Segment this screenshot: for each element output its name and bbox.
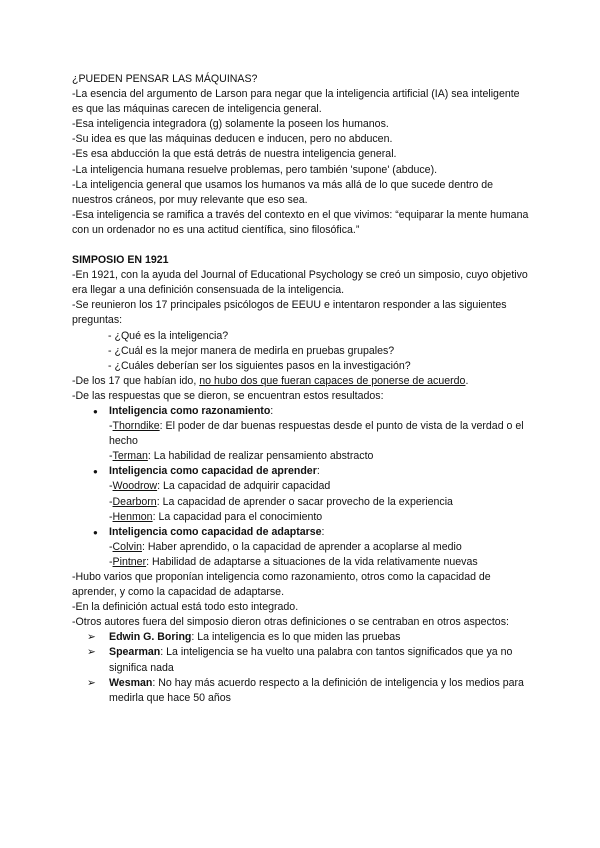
paragraph-line: -Es esa abducción la que está detrás de nuestra inteligencia general.	[72, 148, 397, 161]
bullet-heading-colon: :	[270, 404, 274, 417]
arrow-bullet-icon: ➢	[87, 676, 96, 689]
definition-text: : Habilidad de adaptarse a situaciones de la vida relativamente nuevas	[146, 555, 478, 568]
author-name: Thorndike	[112, 420, 160, 433]
definition-text: : No hay más acuerdo respecto a la definición de inteligencia y los medios para medirla que hace 50 años	[109, 676, 524, 704]
arrow-bullet-icon: ➢	[87, 631, 96, 644]
definition-item: -Woodrow: La capacidad de adquirir capacidad	[109, 480, 331, 493]
bullet-heading	[72, 404, 530, 419]
bullet-heading	[72, 525, 530, 540]
bullet-heading-text: Inteligencia como capacidad de adaptarse	[109, 525, 322, 538]
definition-text: : El poder de dar buenas respuestas desde el punto de vista de la verdad o el hecho	[109, 420, 524, 448]
author-name: Dearborn	[112, 495, 157, 508]
definition-text: : La inteligencia se ha vuelto una palabra con tantos significados que ya no significa nada	[109, 646, 513, 674]
bullet-heading-text: Inteligencia como capacidad de aprender	[109, 465, 317, 478]
definition-item: -Colvin: Haber aprendido, o la capacidad de aprender a acoplarse al medio	[109, 540, 462, 553]
definition-text: : La habilidad de realizar pensamiento abstracto	[147, 450, 374, 463]
paragraph-line: -Esa inteligencia integradora (g) solamente la poseen los humanos.	[72, 118, 389, 131]
definition-item: -Henmon: La capacidad para el conocimiento	[109, 510, 323, 523]
definition-item: -Pintner: Habilidad de adaptarse a situaciones de la vida relativamente nuevas	[109, 555, 478, 568]
document-page	[72, 72, 530, 706]
spacer	[72, 238, 530, 253]
paragraph-line: -Otros autores fuera del simposio dieron otras definiciones o se centraban en otros aspectos:	[72, 616, 509, 629]
author-name: Pintner	[112, 555, 147, 568]
section-title-maquinas: ¿PUEDEN PENSAR LAS MÁQUINAS?	[72, 73, 258, 85]
paragraph-line: -Hubo varios que proponían inteligencia como razonamiento, otros como la capacidad de aprender, y como la capacidad de adaptarse.	[72, 571, 491, 599]
agreement-underlined: no hubo dos que fueran capaces de ponerse de acuerdo	[199, 374, 466, 387]
arrow-item	[72, 645, 530, 675]
definition-text: : Haber aprendido, o la capacidad de aprender a acoplarse al medio	[141, 540, 462, 553]
arrow-bullet-icon: ➢	[87, 646, 96, 659]
arrow-item	[72, 676, 530, 706]
question-item: - ¿Cuál es la mejor manera de medirla en pruebas grupales?	[108, 344, 395, 357]
definition-text: : La capacidad de adquirir capacidad	[157, 480, 331, 493]
definition-item: -Terman: La habilidad de realizar pensamiento abstracto	[109, 450, 374, 463]
agreement-suffix: .	[465, 374, 469, 387]
definition-text: : La capacidad para el conocimiento	[152, 510, 323, 523]
paragraph-line: -En 1921, con la ayuda del Journal of Educational Psychology se creó un simposio, cuyo objetivo era llegar a una definición consensuada de la inteligencia.	[72, 269, 528, 297]
paragraph-line: -La esencia del argumento de Larson para negar que la inteligencia artificial (IA) sea inteligente es que las máquinas carecen de inteligencia general.	[72, 88, 520, 116]
author-name: Terman	[112, 450, 148, 463]
author-name: Wesman	[109, 676, 153, 689]
author-name: Woodrow	[112, 480, 158, 493]
agreement-prefix: -De los 17 que habían ido,	[72, 374, 200, 387]
paragraph-line: -De las respuestas que se dieron, se encuentran estos resultados:	[72, 389, 384, 402]
bullet-heading-text: Inteligencia como razonamiento	[109, 404, 271, 417]
definition-text: : La inteligencia es lo que miden las pruebas	[191, 631, 401, 644]
bullet-heading	[72, 464, 530, 479]
agreement-line	[72, 374, 530, 389]
paragraph-line: -Se reunieron los 17 principales psicólogos de EEUU e intentaron responder a las siguientes preguntas:	[72, 299, 507, 327]
definition-item: -Dearborn: La capacidad de aprender o sacar provecho de la experiencia	[109, 495, 453, 508]
definition-text: : La capacidad de aprender o sacar provecho de la experiencia	[156, 495, 453, 508]
author-name: Spearman	[109, 646, 161, 659]
paragraph-line: -La inteligencia humana resuelve problemas, pero también 'supone' (abduce).	[72, 163, 438, 176]
question-item: - ¿Cuáles deberían ser los siguientes pasos en la investigación?	[108, 359, 411, 372]
paragraph-line: -Esa inteligencia se ramifica a través del contexto en el que vivimos: “equiparar la mente humana con un ordenador no es una actitud científica, sino filosófica.”	[72, 208, 529, 236]
definition-item: -Thorndike: El poder de dar buenas respuestas desde el punto de vista de la verdad o el hecho	[109, 420, 524, 448]
paragraph-line: -En la definición actual está todo esto integrado.	[72, 601, 299, 614]
section-title-simposio: SIMPOSIO EN 1921	[72, 254, 169, 267]
author-name: Colvin	[112, 540, 142, 553]
author-name: Edwin G. Boring	[109, 631, 192, 644]
paragraph-line: -La inteligencia general que usamos los humanos va más allá de lo que sucede dentro de nuestros cráneos, por muy relevante que eso sea.	[72, 178, 494, 206]
paragraph-line: -Su idea es que las máquinas deducen e inducen, pero no abducen.	[72, 133, 393, 146]
bullet-heading-colon: :	[321, 525, 325, 538]
bullet-heading-colon: :	[316, 465, 320, 478]
arrow-item	[72, 630, 530, 645]
question-item: - ¿Qué es la inteligencia?	[108, 329, 229, 342]
author-name: Henmon	[112, 510, 153, 523]
